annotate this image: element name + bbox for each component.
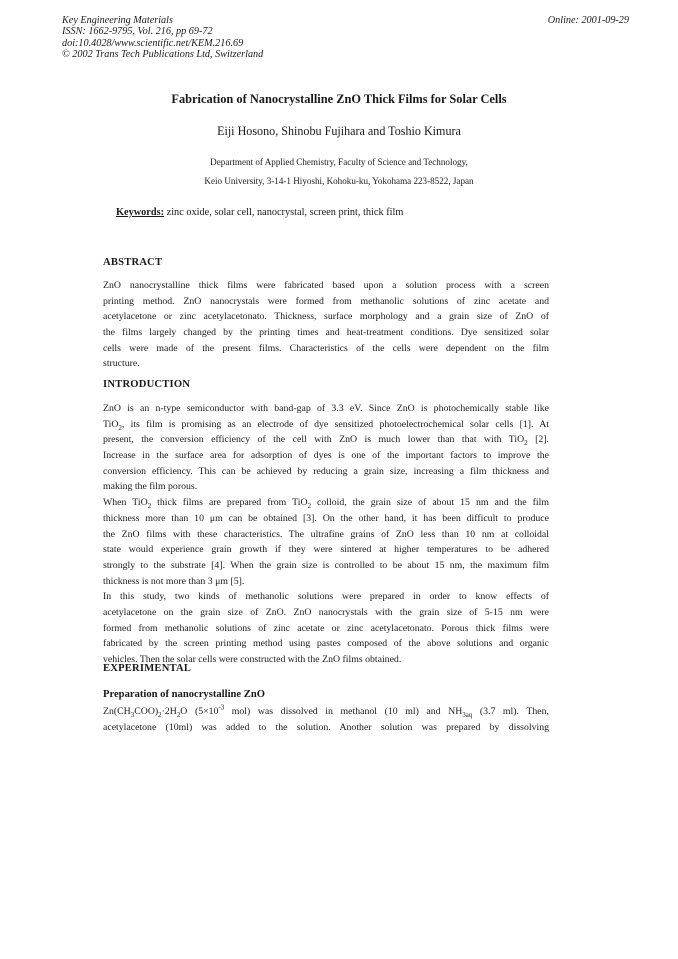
affiliation-line-1: Department of Applied Chemistry, Faculty of Science and Technology, [210,157,468,167]
copyright-line: © 2002 Trans Tech Publications Ltd, Switzerland [62,48,264,60]
intro-line: state would experience grain growth if they were sintered at higher temperatures to be adhered [103,544,549,556]
journal-header [62,15,263,60]
experimental-heading: EXPERIMENTAL [103,663,192,674]
introduction-body [103,401,549,668]
intro-line: conversion efficiency. This can be achieved by reducing a grain size, increasing a film thickness and [103,465,549,477]
intro-line: the ZnO films with these characteristics. The ultrafine grains of ZnO less than 10 nm at colloidal [103,528,549,540]
experimental-line: acetylacetone (10ml) was added to the solution. Another solution was prepared by dissolving [103,721,549,733]
paper-title: Fabrication of Nanocrystalline ZnO Thick Films for Solar Cells [171,92,507,106]
intro-line: making the film porous. [103,481,198,493]
intro-line: thickness is not more than 3 μm [5]. [103,575,245,587]
intro-line: In this study, two kinds of methanolic solutions were prepared in order to know effects of [103,591,549,603]
journal-name: Key Engineering Materials [62,15,173,26]
affiliation-line-2: Keio University, 3-14-1 Hiyoshi, Kohoku-ku, Yokohama 223-8522, Japan [204,176,474,186]
abstract-line: printing method. ZnO nanocrystals were formed from methanolic solutions of zinc acetate and [103,295,549,307]
intro-line: When TiO$_2$ thick films are prepared from TiO$_2$ colloid, the grain size of about 15 nm and the film [103,497,549,511]
intro-line: fabricated by the screen printing method using pastes composed of the above solutions and organic [103,638,549,650]
abstract-paragraph [103,278,549,372]
abstract-line: structure. [103,358,140,370]
experimental-body [103,704,549,735]
introduction-heading: INTRODUCTION [103,379,191,390]
issn-line: ISSN: 1662-9795, Vol. 216, pp 69-72 [62,26,213,38]
abstract-heading: ABSTRACT [103,257,163,268]
intro-line: formed from methanolic solutions of zinc acetate or zinc acetylacetonato. Porous thick films were [103,622,549,634]
online-date: Online: 2001-09-29 [547,15,629,26]
doi-line: doi:10.4028/www.scientific.net/KEM.216.69 [62,37,244,49]
keywords [116,207,403,218]
intro-line: ZnO is an n-type semiconductor with band-gap of 3.3 eV. Since ZnO is photochemically stable like [103,403,549,414]
paper-authors: Eiji Hosono, Shinobu Fujihara and Toshio Kimura [217,124,461,138]
keywords-text: zinc oxide, solar cell, nanocrystal, screen print, thick film [166,207,404,218]
intro-line: Increase in the surface area for adsorption of dyes is one of the important factors to improve the [103,450,549,462]
abstract-line: the films largely changed by the printing times and heat-treatment conditions. Dye sensitized solar [103,327,549,339]
intro-line: present, the conversion efficiency of the cell with ZnO is much lower than that with TiO$_2$ [2]. [103,434,549,448]
intro-line: vehicles. Then the solar cells were constructed with the ZnO films obtained. [103,654,402,665]
intro-line: acetylacetone on the grain size of ZnO. ZnO nanocrystals with the grain size of 5-15 nm were [103,606,549,618]
abstract-line: ZnO nanocrystalline thick films were fabricated based upon a solution process with a screen [103,280,549,291]
intro-line: TiO$_2$, its film is promising as an electrode of dye sensitized photoelectrochemical solar cells [1]. At [103,418,549,432]
experimental-line: $Zn(CH_3COO)_2\cdot 2H_2O$ ($5\times 10^{-3}$ mol) was dissolved in methanol (10 ml) and $NH_{3aq}$ (3.7 ml). Then, [103,704,549,719]
abstract-line: cells were made of the present films. Characteristics of the cells were dependent on the film [103,342,549,354]
intro-line: strongly to the substrate [4]. When the grain size is controlled to be about 15 nm, the maximum film [103,559,549,571]
abstract-line: acetylacetone or zinc acetylacetonato. Thickness, surface morphology and a grain size of ZnO of [103,311,549,323]
keywords-label: Keywords: [116,207,165,218]
experimental-subheading: Preparation of nanocrystalline ZnO [103,689,265,700]
intro-line: thickness more than 10 μm can be obtained [3]. On the other hand, it has been difficult to produce [103,512,549,524]
